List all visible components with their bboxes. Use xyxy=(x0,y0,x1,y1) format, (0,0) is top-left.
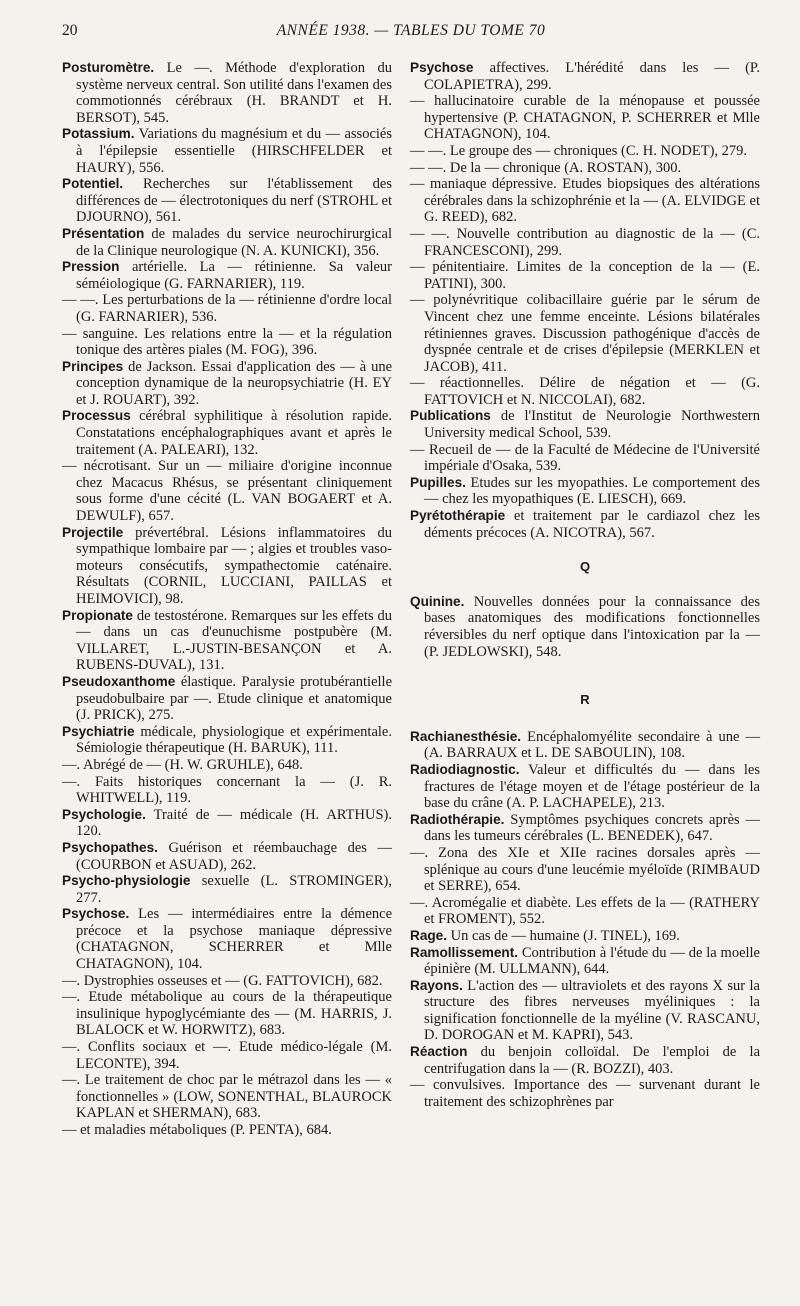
entry-text: Recherches sur l'établissement des différences de — électrotoniques du nerf (STROHL et DJOURNO), 561. xyxy=(76,176,392,226)
entry-keyword: Rayons. xyxy=(410,977,463,993)
entry-text: —. Faits historiques concernant la — (J. R. WHITWELL), 119. xyxy=(62,773,392,807)
entry-text: — convulsives. Importance des — survenant durant le traitement des schizophrènes par xyxy=(410,1077,760,1110)
index-entry xyxy=(62,525,392,608)
index-entry xyxy=(410,475,760,508)
entries-p-continued xyxy=(410,60,760,541)
index-entry xyxy=(410,160,760,177)
entry-text: de malades du service neurochirurgical de la Clinique neurologique (N. A. KUNICKI), 356. xyxy=(76,225,393,259)
index-entry xyxy=(62,906,392,972)
index-entry xyxy=(62,873,392,906)
entry-text: —. Etude métabolique au cours de la thérapeutique insulinique hypoglycémiante des — (M. HARRIS, J. BLALOCK et W. HORWITZ), 683. xyxy=(62,989,392,1039)
entry-text: Traité de — médicale (H. ARTHUS). 120. xyxy=(76,806,392,840)
entry-keyword: Rage. xyxy=(410,927,448,943)
entry-text: —. Le traitement de choc par le métrazol dans les — « fonctionnelles » (LOW, SONENTHAL, BLAUROCK KAPLAN et SHERMAN), 683. xyxy=(62,1072,392,1122)
entry-keyword: Propionate xyxy=(62,607,133,623)
running-title: ANNÉE 1938. — TABLES DU TOME 70 xyxy=(276,22,546,39)
entry-keyword: Psychose xyxy=(410,60,474,75)
index-entry xyxy=(62,757,392,774)
entry-text: —. Dystrophies osseuses et — (G. FATTOVICH), 682. xyxy=(62,972,383,989)
entry-keyword: Rachianesthésie. xyxy=(410,728,522,744)
entry-keyword: Présentation xyxy=(62,225,145,241)
index-entry xyxy=(410,176,760,226)
entry-text: Symptômes psychiques concrets après — dans les tumeurs cérébrales (L. BENEDEK), 647. xyxy=(424,811,760,845)
entry-text: — pénitentiaire. Limites de la conception de la — (E. PATINI), 300. xyxy=(410,259,760,292)
index-entry xyxy=(410,1044,760,1077)
entry-keyword: Réaction xyxy=(410,1044,468,1060)
entry-keyword: Projectile xyxy=(62,524,124,540)
entry-text: du benjoin colloïdal. De l'emploi de la centrifugation dans la — (R. BOZZI), 403. xyxy=(424,1044,761,1077)
entry-text: Les — intermédiaires entre la démence précoce et la psychose maniaque dépressive (CHATAGNON, SCHERRER et Mlle CHATAGNON), 104. xyxy=(76,906,393,973)
entry-text: —. Acromégalie et diabète. Les effets de la — (RATHERY et FROMENT), 552. xyxy=(410,894,760,928)
index-entry xyxy=(410,408,760,441)
entry-keyword: Quinine. xyxy=(410,593,465,609)
entry-text: L'action des — ultraviolets et des rayons X sur la structure des fibres nerveuses myéliniques : la signification fonctionnelle de la myéline (V. RASCANU, D. DOROGAN et M. KAPRI), 543. xyxy=(424,977,760,1044)
index-entry xyxy=(410,143,760,160)
entry-keyword: Pression xyxy=(62,259,120,275)
section-heading-r: R xyxy=(580,692,590,708)
index-entry xyxy=(410,1077,760,1110)
entry-text: — nécrotisant. Sur un — miliaire d'origine inconnue chez Macacus Rhésus, se présentant cliniquement sous forme d'une cécité (L. VAN BOGAERT et A. DEWULF), 657. xyxy=(62,458,392,525)
entry-keyword: Publications xyxy=(410,408,491,424)
index-entry xyxy=(62,608,392,674)
index-entry xyxy=(62,989,392,1039)
index-entry xyxy=(62,840,392,873)
index-entry xyxy=(410,928,760,945)
entry-text: — —. De la — chronique (A. ROSTAN), 300. xyxy=(410,159,682,176)
entry-text: artérielle. La — rétinienne. Sa valeur séméiologique (G. FARNARIER), 119. xyxy=(76,259,393,292)
index-entry xyxy=(62,226,392,259)
entry-text: — réactionnelles. Délire de négation et — (G. FATTOVICH et N. NICCOLAI), 682. xyxy=(410,375,760,408)
entry-text: cérébral syphilitique à résolution rapide. Constatations encéphalographiques avant et après le traitement (A. PALEARI), 132. xyxy=(76,408,392,458)
entry-text: —. Abrégé de — (H. W. GRUHLE), 648. xyxy=(62,756,303,773)
index-entry xyxy=(410,60,760,93)
entry-keyword: Psychiatrie xyxy=(62,723,135,739)
entry-text: Guérison et réembauchage des — (COURBON et ASUAD), 262. xyxy=(76,839,392,873)
entry-keyword: Psychopathes. xyxy=(62,839,158,855)
entry-text: Un cas de — humaine (J. TINEL), 169. xyxy=(450,927,680,944)
index-entry xyxy=(62,326,392,359)
index-entry xyxy=(62,1072,392,1122)
entries-q xyxy=(410,594,760,660)
entry-text: Etudes sur les myopathies. Le comportement des — chez les myopathiques (E. LIESCH), 669. xyxy=(424,474,761,508)
entry-keyword: Pseudoxanthome xyxy=(62,673,176,689)
entry-text: — hallucinatoire curable de la ménopause et poussée hypertensive (P. CHATAGNON, P. SCHERRER et Mlle CHATAGNON), 104. xyxy=(410,93,760,143)
index-entry xyxy=(62,973,392,990)
index-entry xyxy=(410,259,760,292)
entry-text: Contribution à l'étude du — de la moelle épinière (M. ULLMANN), 644. xyxy=(424,944,760,978)
entry-text: — —. Nouvelle contribution au diagnostic de la — (C. FRANCESCONI), 299. xyxy=(410,225,760,259)
entry-text: — —. Les perturbations de la — rétinienne d'ordre local (G. FARNARIER), 536. xyxy=(62,292,392,325)
index-entry xyxy=(410,945,760,978)
entry-text: de Jackson. Essai d'application des — à une conception dynamique de la neuropsychiatrie (H. EY et J. ROUART), 392. xyxy=(76,358,392,408)
index-entry xyxy=(410,812,760,845)
entry-text: Variations du magnésium et du — associés à l'épilepsie essentielle (HIRSCHFELDER et HAURY), 556. xyxy=(76,126,392,176)
entry-keyword: Radiodiagnostic. xyxy=(410,761,520,777)
index-entry xyxy=(62,774,392,807)
entries-r xyxy=(410,729,760,1111)
entry-text: et traitement par le cardiazol chez les déments précoces (A. NICOTRA), 567. xyxy=(424,508,761,541)
index-entry xyxy=(62,724,392,757)
index-entry xyxy=(62,259,392,292)
entry-text: —. Conflits sociaux et —. Etude médico-légale (M. LECONTE), 394. xyxy=(62,1039,392,1072)
entry-keyword: Pupilles. xyxy=(410,474,466,490)
entry-keyword: Potentiel. xyxy=(62,176,124,192)
index-entry xyxy=(62,1122,392,1139)
entry-text: — —. Le groupe des — chroniques (C. H. NODET), 279. xyxy=(410,142,748,159)
index-entry xyxy=(62,807,392,840)
entry-keyword: Radiothérapie. xyxy=(410,811,505,827)
index-entry xyxy=(410,508,760,541)
index-entry xyxy=(410,226,760,259)
index-entry xyxy=(62,458,392,524)
index-entry xyxy=(410,442,760,475)
entry-keyword: Psychologie. xyxy=(62,806,146,822)
entry-text: médicale, physiologique et expérimentale. Sémiologie thérapeutique (H. BARUK), 111. xyxy=(76,723,392,757)
entry-text: —. Zona des XIe et XIIe racines dorsales après — splénique au cours d'une leucémie myéloïde (RIMBAUD et SERRE), 654. xyxy=(410,844,760,895)
entry-keyword: Posturomètre. xyxy=(62,60,155,75)
index-entry xyxy=(410,845,760,895)
entry-text: — sanguine. Les relations entre la — et la régulation tonique des artères piales (M. FOG), 396. xyxy=(62,325,392,359)
entry-keyword: Psycho-physiologie xyxy=(62,873,191,889)
index-entry xyxy=(410,762,760,812)
entry-keyword: Principes xyxy=(62,358,124,374)
index-entry xyxy=(62,1039,392,1072)
index-entry xyxy=(410,729,760,762)
index-entry xyxy=(410,93,760,143)
entry-text: affectives. L'hérédité dans les — (P. COLAPIETRA), 299. xyxy=(424,60,760,93)
entry-text: élastique. Paralysie protubérantielle pseudobulbaire par —. Etude clinique et anatomique (J. PRICK), 275. xyxy=(76,673,393,724)
page-number: 20 xyxy=(62,22,78,39)
left-column xyxy=(62,60,392,1306)
index-entry xyxy=(62,674,392,724)
index-entry xyxy=(62,176,392,226)
entry-text: — polynévritique colibacillaire guérie par le sérum de Vincent chez une femme enceinte. Lésions bilatérales rétiniennes graves. Discussion pathogénique d'accès de dyspnée centrale et de crises d'épilepsie (MERKLEN et JACOB), 411. xyxy=(410,292,760,375)
entry-text: de testostérone. Remarques sur les effets du — dans un cas d'eunuchisme postpubère (M. VILLARET, L.-JUSTIN-BESANÇON et A. RUBENS-DUVAL), 131. xyxy=(76,607,392,674)
entry-keyword: Potassium. xyxy=(62,126,135,142)
index-entry xyxy=(62,408,392,458)
section-heading-q: Q xyxy=(579,559,591,575)
entry-keyword: Psychose. xyxy=(62,906,130,922)
entry-keyword: Pyrétothérapie xyxy=(410,508,506,524)
index-entry xyxy=(62,359,392,409)
entry-text: — maniaque dépressive. Etudes biopsiques des altérations cérébrales dans la schizophrénie et la — (A. ELVIDGE et G. REED), 682. xyxy=(410,176,760,226)
index-entry xyxy=(410,375,760,408)
index-entry xyxy=(410,594,760,660)
index-entry xyxy=(62,292,392,325)
index-entry xyxy=(410,292,760,375)
index-entry xyxy=(410,978,760,1044)
entry-text: prévertébral. Lésions inflammatoires du sympathique lombaire par — ; algies et troubles vaso-moteurs consécutifs, sympathectomie caténaire. Résultats (CORNIL, LUCCIANI, PAILLAS et HEIMOVICI), 98. xyxy=(76,524,392,607)
entry-keyword: Processus xyxy=(62,408,131,424)
entry-keyword: Ramollissement. xyxy=(410,944,519,960)
entry-text: Nouvelles données pour la connaissance des bases anatomiques des modifications fonctionnelles réversibles du nerf optique dans l'intoxication par la — (P. JEDLOWSKI), 548. xyxy=(424,593,760,660)
entry-text: de l'Institut de Neurologie Northwestern University medical School, 539. xyxy=(424,408,760,442)
entry-text: — Recueil de — de la Faculté de Médecine de l'Université impériale d'Osaka, 539. xyxy=(410,441,760,475)
entry-text: Le —. Méthode d'exploration du système nerveux central. Son utilité dans l'examen des commotionnés cérébraux (H. BRANDT et H. BERSOT), 545. xyxy=(76,60,393,126)
entry-text: Valeur et difficultés du — dans les fractures de l'étage moyen et de l'étage postérieur de la base du crâne (A. P. LACHAPELE), 213. xyxy=(424,761,760,812)
index-entry xyxy=(62,60,392,126)
right-column xyxy=(410,60,760,1306)
entry-text: Encéphalomyélite secondaire à une — (A. BARRAUX et L. DE SABOULIN), 108. xyxy=(424,728,760,762)
page-header xyxy=(62,22,760,46)
entry-text: sexuelle (L. STROMINGER), 277. xyxy=(76,873,393,906)
index-entry xyxy=(62,126,392,176)
index-entry xyxy=(410,895,760,928)
entry-text: — et maladies métaboliques (P. PENTA), 684. xyxy=(62,1122,332,1138)
